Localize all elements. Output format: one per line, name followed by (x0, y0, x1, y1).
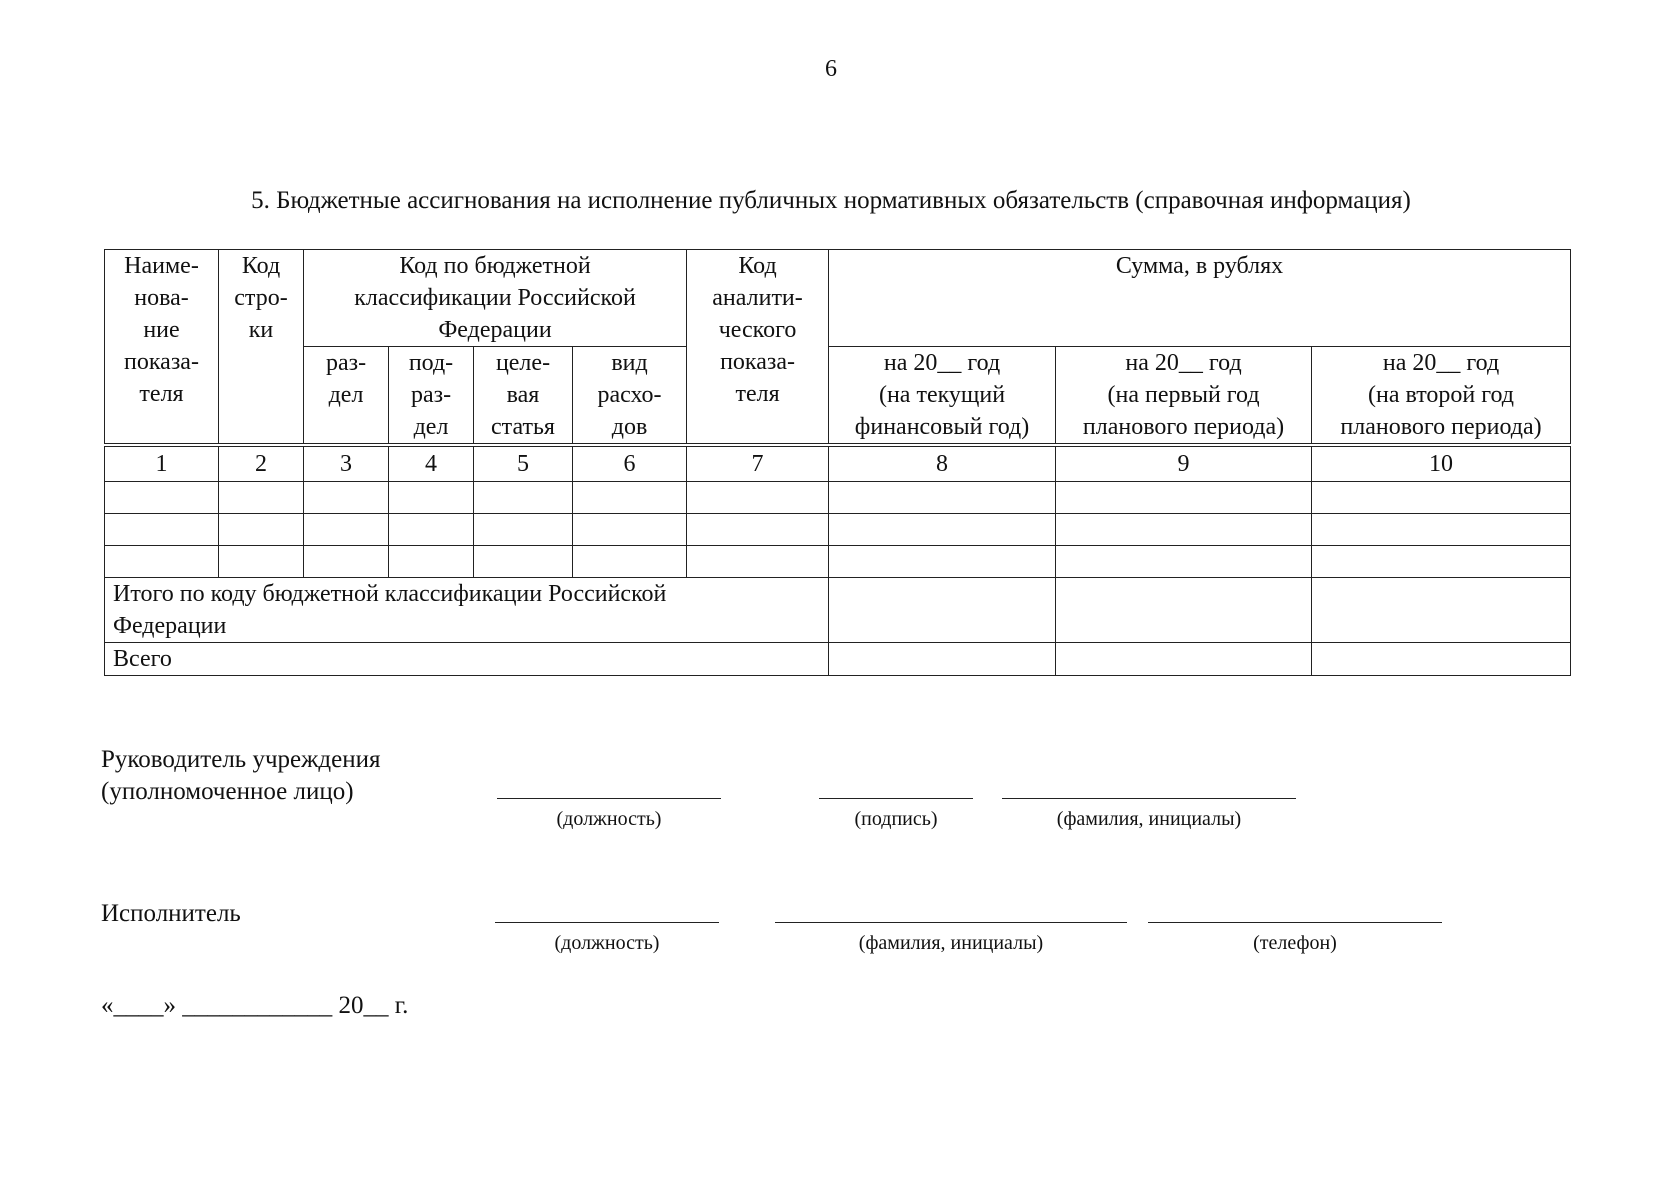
header-row-2 (105, 347, 1571, 446)
header-year-first: на 20__ год (на первый год планового периода) (1056, 347, 1312, 446)
head-signature-label: Руководитель учреждения (уполномоченное лицо) (101, 746, 381, 805)
table-row (105, 482, 1571, 514)
header-year-current: на 20__ год (на текущий финансовый год) (829, 347, 1056, 446)
head-name-line[interactable] (1002, 798, 1296, 799)
header-subsection: под- раз- дел (389, 347, 474, 446)
header-row-code: Код стро- ки (219, 250, 304, 446)
column-number: 7 (687, 445, 829, 482)
table-cell[interactable] (389, 546, 474, 578)
column-number: 3 (304, 445, 389, 482)
table-cell[interactable] (105, 514, 219, 546)
head-name-caption: (фамилия, инициалы) (1056, 808, 1242, 830)
executor-label: Исполнитель (101, 900, 241, 927)
table-cell[interactable] (1056, 514, 1312, 546)
column-number: 10 (1312, 445, 1571, 482)
table-cell[interactable] (304, 482, 389, 514)
table-cell[interactable] (304, 514, 389, 546)
page-number: 6 (825, 56, 837, 82)
header-analytic-code: Код аналити- ческого показа- теля (687, 250, 829, 446)
table-cell[interactable] (1056, 643, 1312, 676)
header-year-second: на 20__ год (на второй год планового периода) (1312, 347, 1571, 446)
table-cell[interactable] (1312, 514, 1571, 546)
section-title: 5. Бюджетные ассигнования на исполнение публичных нормативных обязательств (справочная информация) (251, 187, 1411, 214)
executor-name-caption: (фамилия, инициалы) (858, 932, 1044, 954)
total-by-code-row (105, 578, 1571, 643)
column-number: 2 (219, 445, 304, 482)
table-cell[interactable] (389, 514, 474, 546)
column-number: 4 (389, 445, 474, 482)
header-amount: Сумма, в рублях (829, 250, 1571, 347)
table-cell[interactable] (1312, 643, 1571, 676)
column-number: 1 (105, 445, 219, 482)
total-by-code-label: Итого по коду бюджетной классификации Российской Федерации (105, 578, 829, 643)
head-position-caption: (должность) (556, 808, 662, 830)
header-expense-type: вид расхо- дов (573, 347, 687, 446)
table-cell[interactable] (219, 546, 304, 578)
table-cell[interactable] (829, 514, 1056, 546)
table-cell[interactable] (105, 482, 219, 514)
table-cell[interactable] (573, 546, 687, 578)
table-cell[interactable] (573, 514, 687, 546)
executor-name-line[interactable] (775, 922, 1127, 923)
grand-total-row (105, 643, 1571, 676)
executor-phone-line[interactable] (1148, 922, 1442, 923)
table-cell[interactable] (474, 482, 573, 514)
column-number: 5 (474, 445, 573, 482)
table-cell[interactable] (1312, 578, 1571, 643)
column-numbers-row (105, 445, 1571, 482)
head-signature-line[interactable] (819, 798, 973, 799)
column-number: 8 (829, 445, 1056, 482)
column-number: 6 (573, 445, 687, 482)
table-cell[interactable] (219, 482, 304, 514)
table-cell[interactable] (829, 546, 1056, 578)
table-cell[interactable] (687, 482, 829, 514)
table-cell[interactable] (687, 546, 829, 578)
table-cell[interactable] (573, 482, 687, 514)
table-cell[interactable] (829, 578, 1056, 643)
table-cell[interactable] (1056, 482, 1312, 514)
table-cell[interactable] (829, 482, 1056, 514)
table-cell[interactable] (829, 643, 1056, 676)
head-signature-caption: (подпись) (854, 808, 938, 830)
header-section: раз- дел (304, 347, 389, 446)
table-row (105, 546, 1571, 578)
table-cell[interactable] (219, 514, 304, 546)
header-row-1 (105, 250, 1571, 347)
table-row (105, 514, 1571, 546)
header-indicator-name: Наиме- нова- ние показа- теля (105, 250, 219, 446)
table-cell[interactable] (1312, 546, 1571, 578)
table-cell[interactable] (1056, 546, 1312, 578)
budget-table (104, 249, 1571, 676)
table-cell[interactable] (474, 514, 573, 546)
head-position-line[interactable] (497, 798, 721, 799)
header-budget-code: Код по бюджетной классификации Российской Федерации (304, 250, 687, 347)
executor-position-caption: (должность) (554, 932, 660, 954)
column-number: 9 (1056, 445, 1312, 482)
table-cell[interactable] (105, 546, 219, 578)
table-cell[interactable] (687, 514, 829, 546)
executor-phone-caption: (телефон) (1253, 932, 1337, 954)
header-target-item: целе- вая статья (474, 347, 573, 446)
grand-total-label: Всего (105, 643, 829, 676)
table-cell[interactable] (1056, 578, 1312, 643)
executor-position-line[interactable] (495, 922, 719, 923)
table-cell[interactable] (1312, 482, 1571, 514)
table-cell[interactable] (389, 482, 474, 514)
date-line[interactable]: «____» ____________ 20__ г. (101, 992, 409, 1019)
table-cell[interactable] (474, 546, 573, 578)
table-cell[interactable] (304, 546, 389, 578)
